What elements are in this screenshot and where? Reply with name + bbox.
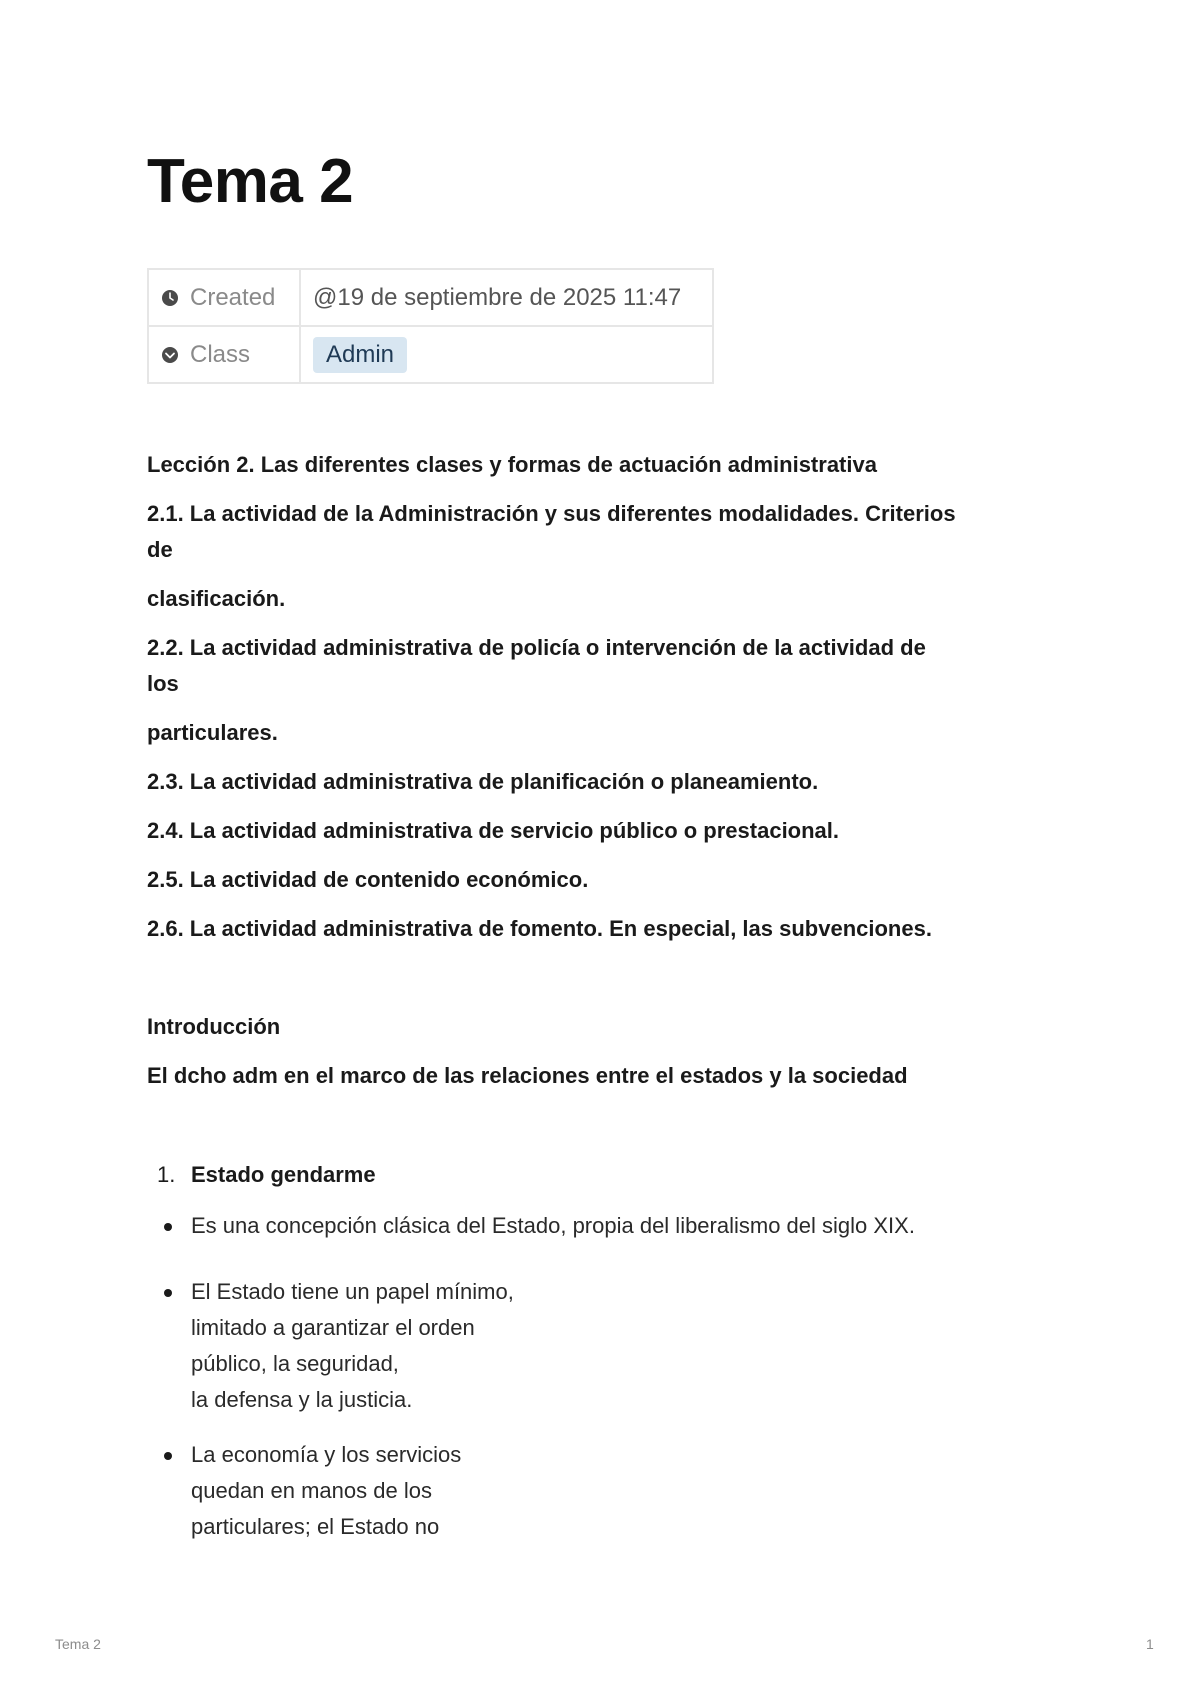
intro-heading: Introducción (147, 1014, 281, 1039)
bullet-dot-icon (164, 1223, 172, 1231)
property-value-class[interactable] (300, 326, 713, 383)
section-line: 2.6. La actividad administrativa de fomento. En especial, las subvenciones. (147, 916, 932, 941)
section-line: 2.3. La actividad administrativa de planificación o planeamiento. (147, 769, 819, 794)
page-title: Tema 2 (147, 147, 354, 216)
section-line: 2.2. La actividad administrativa de policía o intervención de la actividad de (147, 635, 926, 660)
property-key-created (148, 269, 300, 326)
footer-title: Tema 2 (55, 1636, 101, 1652)
list-item-text: Estado gendarme (191, 1162, 376, 1187)
bullet-item (147, 1274, 1047, 1418)
select-icon (161, 346, 179, 364)
intro-subheading: El dcho adm en el marco de las relaciones entre el estados y la sociedad (147, 1063, 908, 1088)
bullet-dot-icon (164, 1452, 172, 1460)
section-line: de (147, 537, 173, 562)
property-row-class (148, 326, 713, 383)
bullet-text: Es una concepción clásica del Estado, propia del liberalismo del siglo XIX. (191, 1213, 915, 1238)
property-value-created[interactable]: @19 de septiembre de 2025 11:47 (300, 269, 713, 326)
section-line: 2.4. La actividad administrativa de servicio público o prestacional. (147, 818, 840, 843)
properties-table (147, 268, 714, 384)
property-key-class (148, 326, 300, 383)
bullet-text: El Estado tiene un papel mínimo, limitado a garantizar el orden público, la seguridad, la defensa y la justicia. (191, 1279, 514, 1412)
section-line: 2.1. La actividad de la Administración y sus diferentes modalidades. Criterios (147, 501, 956, 526)
section-line: particulares. (147, 720, 278, 745)
section-line: clasificación. (147, 586, 286, 611)
section-line: 2.5. La actividad de contenido económico. (147, 867, 589, 892)
clock-icon (161, 289, 179, 307)
bullet-item (147, 1208, 1047, 1244)
bullet-item (147, 1437, 1047, 1545)
numbered-list-item (147, 1157, 947, 1193)
list-number: 1. (157, 1162, 176, 1187)
property-row-created (148, 269, 713, 326)
section-line: los (147, 671, 179, 696)
bullet-text: La economía y los servicios quedan en manos de los particulares; el Estado no (191, 1442, 462, 1539)
property-label: Class (190, 340, 251, 368)
property-label: Created (190, 283, 276, 311)
lesson-heading: Lección 2. Las diferentes clases y formas de actuación administrativa (147, 452, 877, 477)
page-number: 1 (1146, 1636, 1154, 1652)
class-tag[interactable]: Admin (313, 337, 407, 373)
bullet-dot-icon (164, 1289, 172, 1297)
